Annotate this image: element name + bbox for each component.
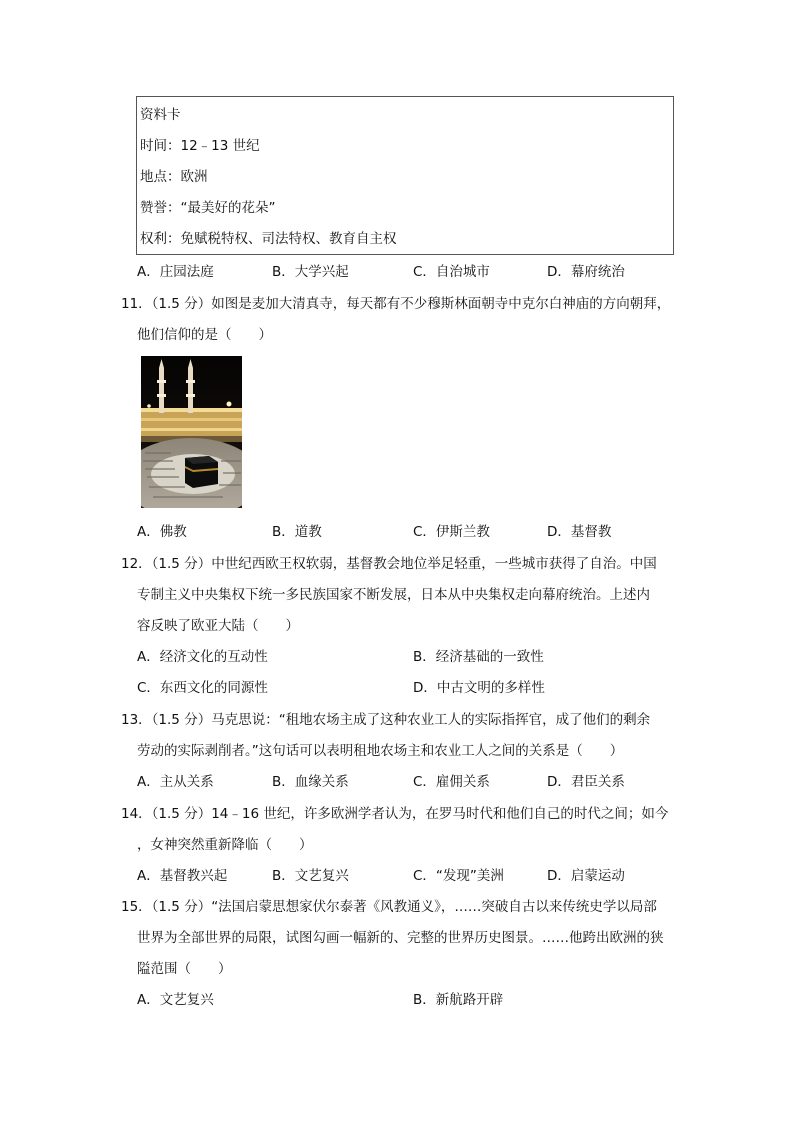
- mecca-mosque-illustration: [141, 356, 242, 508]
- q15-stem-line2: 世界为全部世界的局限，试图勾画一幅新的、完整的世界历史图景。……他跨出欧洲的狭: [137, 930, 664, 946]
- q10-option-a[interactable]: A．庄园法庭: [137, 264, 214, 280]
- q13-stem-line1: 13．（1.5 分）马克思说：“租地农场主成了这种农业工人的实际指挥官，成了他们的剩余: [121, 712, 651, 728]
- q11-option-d[interactable]: D．基督教: [547, 524, 612, 540]
- q12-option-b[interactable]: B．经济基础的一致性: [413, 649, 544, 665]
- q10-option-b[interactable]: B．大学兴起: [272, 264, 349, 280]
- mecca-mosque-photo: [141, 356, 242, 508]
- card-praise: 赞誉：“最美好的花朵”: [140, 200, 276, 216]
- q12-stem-line2: 专制主义中央集权下统一多民族国家不断发展，日本从中央集权走向幕府统治。上述内: [137, 587, 650, 603]
- q14-stem-line1: 14．（1.5 分）14﹣16 世纪，许多欧洲学者认为，在罗马时代和他们自己的时代之间；如今: [121, 806, 669, 822]
- q11-stem-line2: 他们信仰的是（ ）: [137, 327, 272, 343]
- q13-option-c[interactable]: C．雇佣关系: [413, 774, 490, 790]
- q14-option-a[interactable]: A．基督教兴起: [137, 868, 228, 884]
- q12-option-c[interactable]: C．东西文化的同源性: [137, 680, 268, 696]
- q14-option-d[interactable]: D．启蒙运动: [547, 868, 625, 884]
- q12-stem-line1: 12．（1.5 分）中世纪西欧王权软弱，基督教会地位举足轻重，一些城市获得了自治。中国: [121, 556, 657, 572]
- card-title: 资料卡: [140, 107, 181, 123]
- q10-option-c[interactable]: C．自治城市: [413, 264, 490, 280]
- q11-option-c[interactable]: C．伊斯兰教: [413, 524, 490, 540]
- q14-option-b[interactable]: B．文艺复兴: [272, 868, 349, 884]
- q15-option-b[interactable]: B．新航路开辟: [413, 992, 504, 1008]
- q11-option-b[interactable]: B．道教: [272, 524, 322, 540]
- card-rights: 权利：免赋税特权、司法特权、教育自主权: [140, 231, 397, 247]
- q15-option-a[interactable]: A．文艺复兴: [137, 992, 214, 1008]
- q13-option-b[interactable]: B．血缘关系: [272, 774, 349, 790]
- card-place: 地点：欧洲: [140, 169, 208, 185]
- q10-option-d[interactable]: D．幕府统治: [547, 264, 625, 280]
- q13-option-a[interactable]: A．主从关系: [137, 774, 214, 790]
- card-time: 时间：12﹣13 世纪: [140, 138, 260, 154]
- q15-stem-line1: 15．（1.5 分）“法国启蒙思想家伏尔泰著《风教通义》，……突破自古以来传统史学以局部: [121, 899, 657, 915]
- q11-option-a[interactable]: A．佛教: [137, 524, 187, 540]
- q13-stem-line2: 劳动的实际剥削者。”这句话可以表明租地农场主和农业工人之间的关系是（ ）: [137, 743, 624, 759]
- q12-option-d[interactable]: D．中古文明的多样性: [413, 680, 545, 696]
- q15-stem-line3: 隘范围（ ）: [137, 961, 232, 977]
- q11-stem-line1: 11．（1.5 分）如图是麦加大清真寺，每天都有不少穆斯林面朝寺中克尔白神庙的方向朝拜，: [121, 296, 671, 312]
- q13-option-d[interactable]: D．君臣关系: [547, 774, 625, 790]
- q12-option-a[interactable]: A．经济文化的互动性: [137, 649, 268, 665]
- q14-stem-line2: ，女神突然重新降临（ ）: [137, 837, 313, 853]
- q12-stem-line3: 容反映了欧亚大陆（ ）: [137, 618, 299, 634]
- info-card: [136, 96, 674, 255]
- q14-option-c[interactable]: C．“发现”美洲: [413, 868, 504, 884]
